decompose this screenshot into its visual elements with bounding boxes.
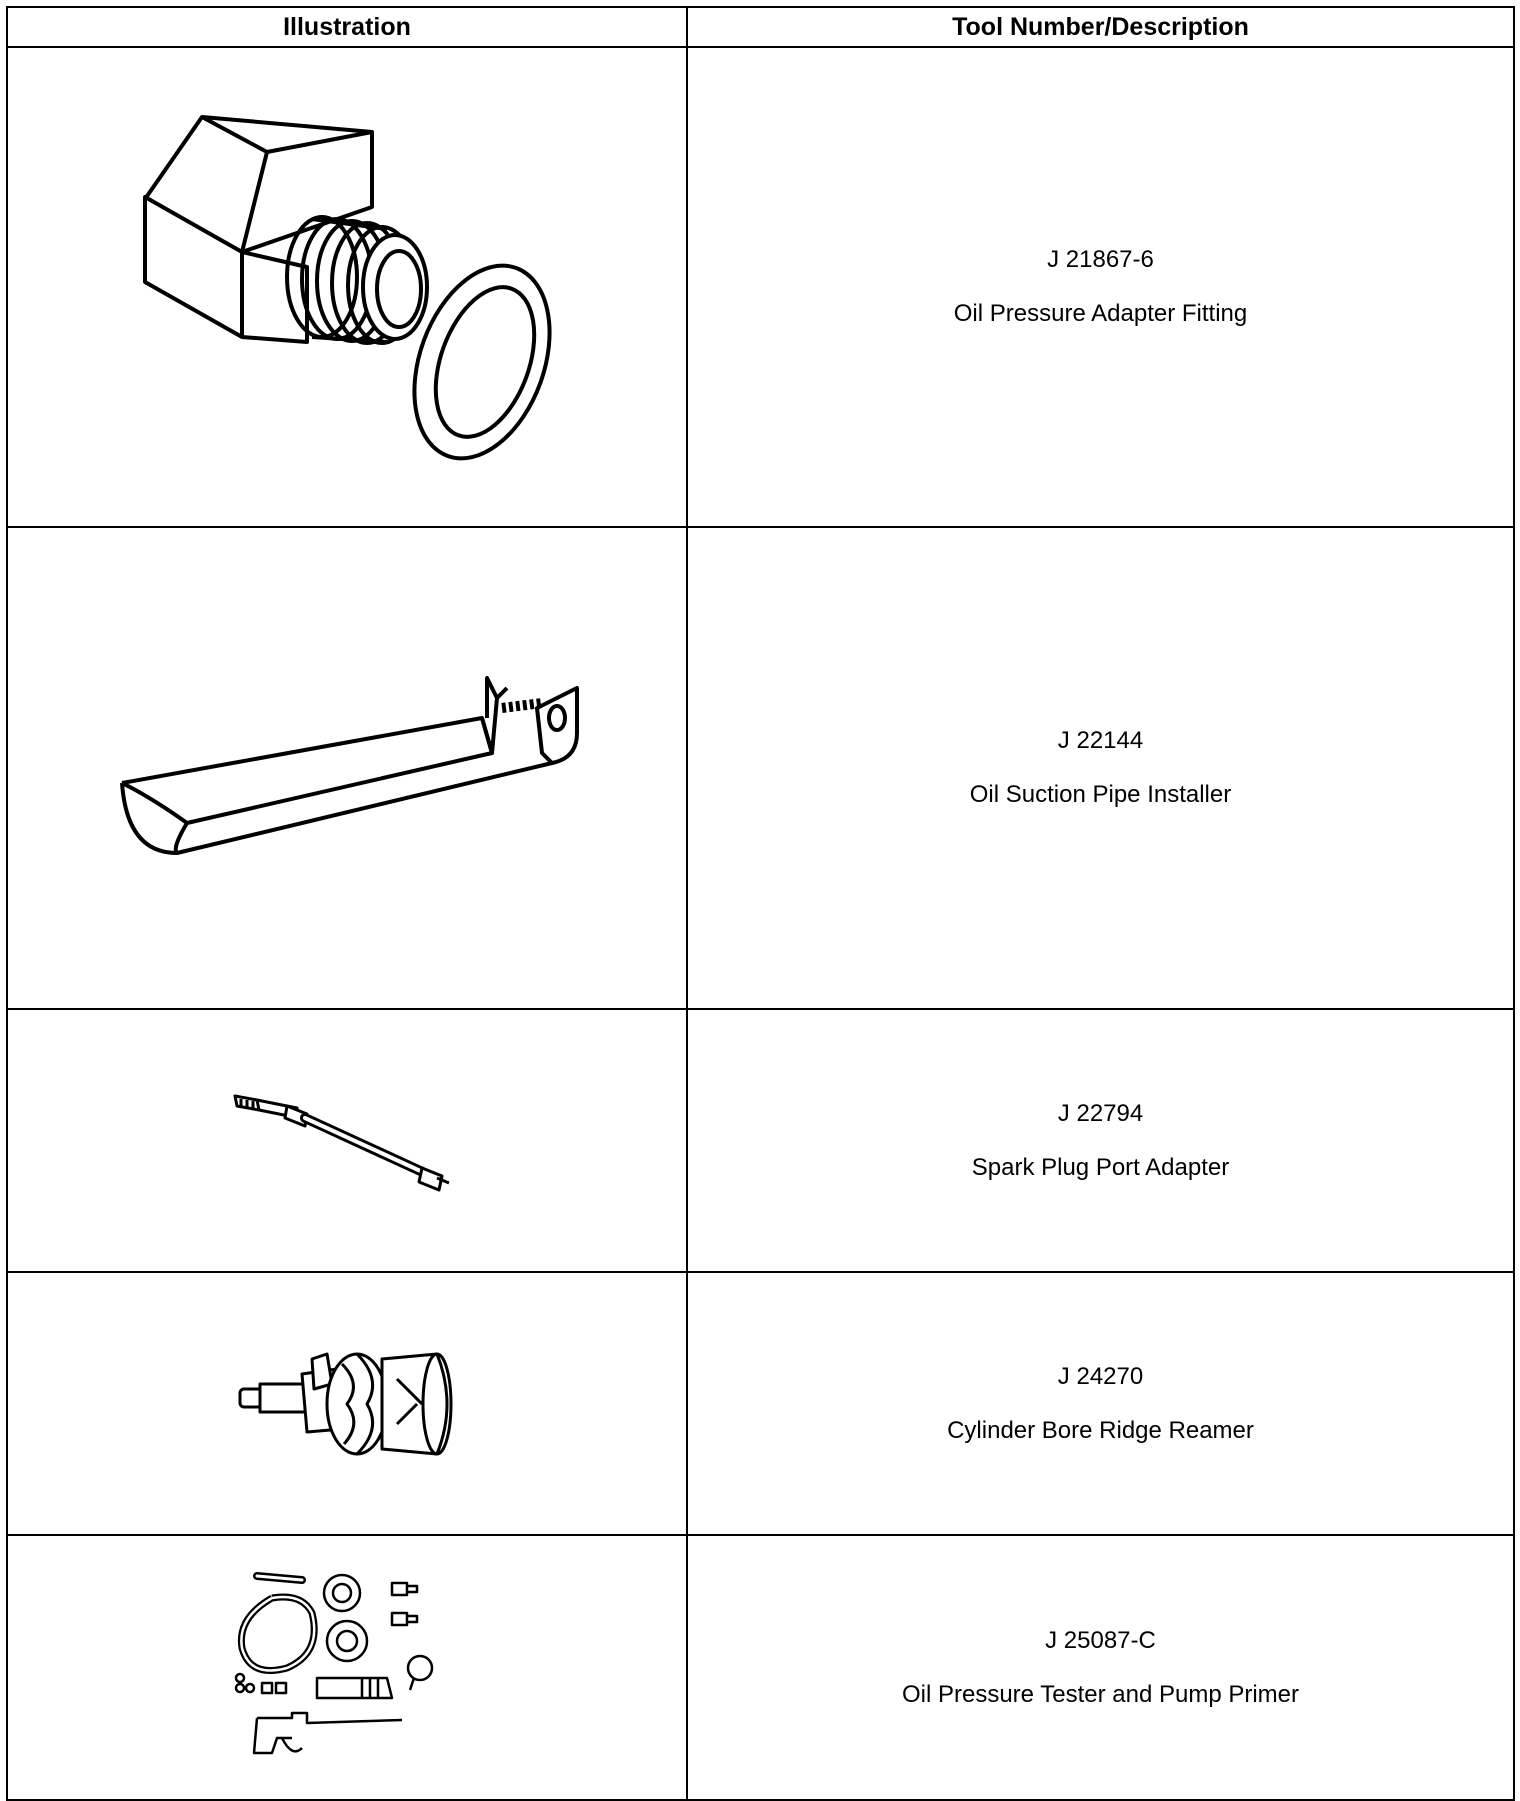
- table-row: [7, 1535, 1514, 1800]
- tool-description: Spark Plug Port Adapter: [971, 1153, 1230, 1181]
- tool-number: J 24270: [1057, 1362, 1144, 1390]
- table-row: [7, 527, 1514, 1009]
- tool-table: [6, 6, 1515, 1801]
- description-cell: [687, 47, 1514, 527]
- oil-pressure-tester-pump-primer-icon: [232, 1568, 462, 1768]
- tool-number: J 22794: [1057, 1099, 1144, 1127]
- illustration-cell: [7, 1009, 687, 1272]
- table-row: [7, 47, 1514, 527]
- oil-suction-pipe-installer-icon: [112, 658, 582, 878]
- description-cell: [687, 527, 1514, 1009]
- table-row: [7, 1272, 1514, 1535]
- tool-description: Cylinder Bore Ridge Reamer: [947, 1416, 1254, 1444]
- table-header-row: [7, 7, 1514, 47]
- header-tool-number-description: Tool Number/Description: [687, 7, 1514, 47]
- description-cell: [687, 1009, 1514, 1272]
- header-illustration: Illustration: [7, 7, 687, 47]
- illustration-cell: [7, 47, 687, 527]
- spark-plug-port-adapter-icon: [227, 1086, 467, 1196]
- illustration-cell: [7, 1272, 687, 1535]
- illustration-cell: [7, 1535, 687, 1800]
- cylinder-bore-ridge-reamer-icon: [232, 1344, 462, 1464]
- tool-description: Oil Pressure Adapter Fitting: [953, 300, 1248, 327]
- oil-pressure-adapter-fitting-icon: [117, 97, 577, 477]
- table-row: [7, 1009, 1514, 1272]
- tool-number: J 22144: [1057, 727, 1144, 754]
- description-cell: [687, 1272, 1514, 1535]
- tool-number: J 21867-6: [1047, 246, 1154, 273]
- tool-description: Oil Pressure Tester and Pump Primer: [901, 1680, 1300, 1708]
- tool-number: J 25087-C: [1045, 1626, 1156, 1654]
- tool-description: Oil Suction Pipe Installer: [969, 781, 1232, 808]
- illustration-cell: [7, 527, 687, 1009]
- description-cell: [687, 1535, 1514, 1800]
